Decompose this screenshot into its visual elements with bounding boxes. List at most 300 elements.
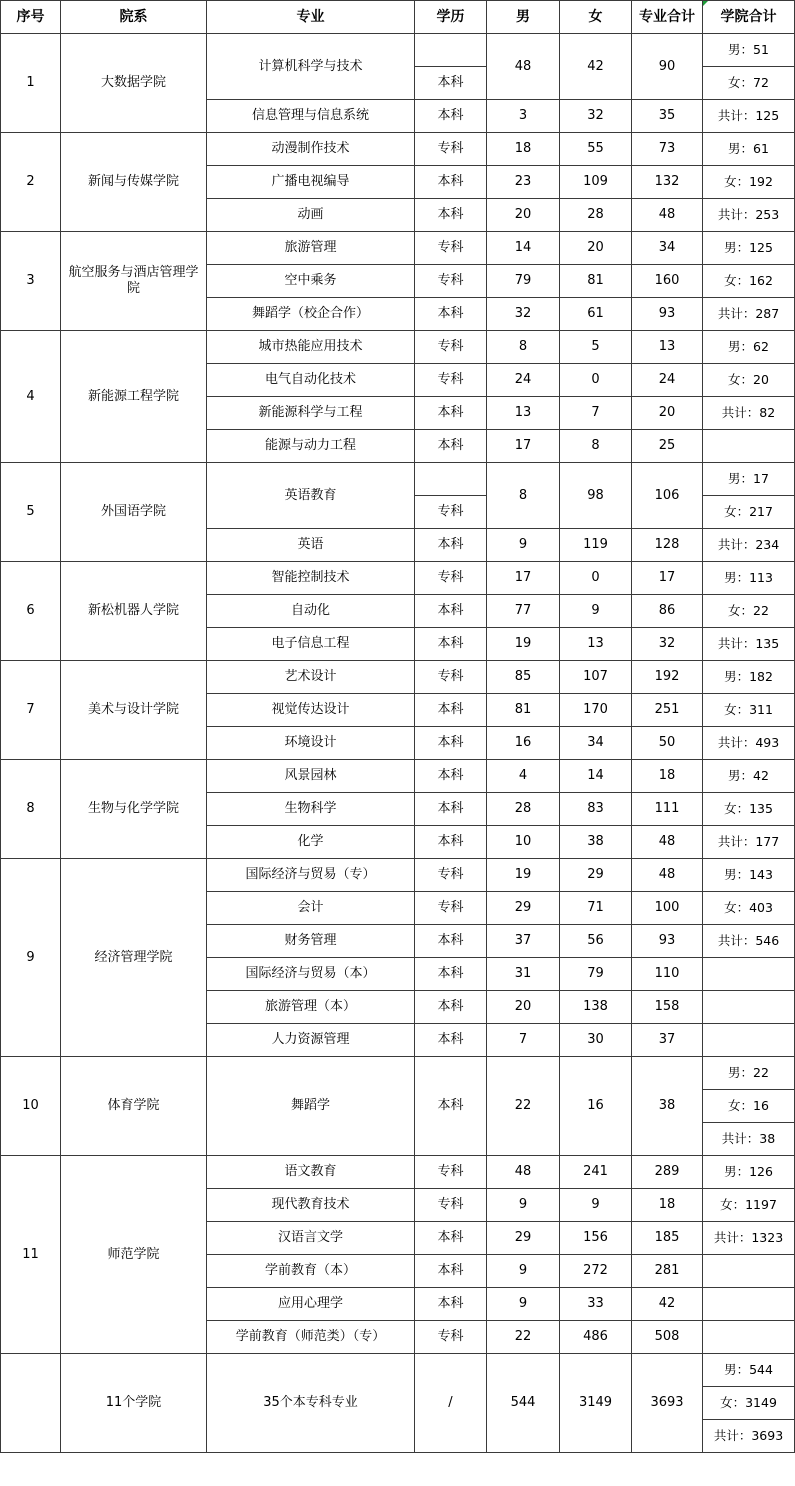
major-name: 旅游管理（本） (264, 999, 356, 1014)
major-total: 100 (654, 900, 680, 915)
major-total: 160 (654, 273, 680, 288)
major-total: 34 (658, 240, 676, 255)
grid-line (206, 429, 703, 430)
college-summary: 共计：287 (717, 306, 780, 321)
total-degree: / (448, 1395, 453, 1410)
grid-line (702, 693, 795, 694)
grid-line (702, 990, 795, 991)
college-name: 航空服务与酒店管理学院 (68, 265, 199, 296)
female-count: 56 (587, 933, 604, 948)
male-count: 28 (514, 801, 532, 816)
grid-line (702, 165, 795, 166)
college-summary: 女：16 (728, 1098, 769, 1113)
major-name: 空中乘务 (284, 273, 337, 288)
female-count: 28 (587, 207, 604, 222)
grid-line (206, 0, 207, 1453)
grid-line (206, 1320, 703, 1321)
male-count: 19 (514, 867, 532, 882)
grid-line (414, 66, 487, 67)
degree: 本科 (437, 1098, 464, 1113)
female-count: 98 (587, 487, 604, 503)
major-name: 电气自动化技术 (264, 372, 356, 387)
grid-line (702, 1023, 795, 1024)
college-summary: 共计：234 (717, 537, 780, 552)
grid-line (206, 528, 703, 529)
male-count: 22 (514, 1329, 532, 1344)
female-count: 55 (587, 141, 604, 156)
college-summary: 女：217 (724, 504, 773, 519)
grid-line (702, 297, 795, 298)
major-total: 48 (658, 834, 676, 849)
degree: 专科 (437, 1329, 464, 1344)
college-index: 8 (26, 801, 35, 816)
major-total: 32 (658, 636, 676, 651)
degree: 本科 (437, 834, 464, 849)
major-total: 38 (658, 1098, 676, 1113)
grid-line (702, 528, 795, 529)
male-count: 4 (518, 768, 528, 783)
college-summary: 共计：493 (717, 735, 780, 750)
female-count: 79 (587, 966, 604, 981)
major-name: 化学 (297, 834, 324, 849)
major-name: 人力资源管理 (271, 1032, 350, 1047)
female-count: 0 (591, 570, 600, 585)
major-name: 动画 (297, 207, 324, 222)
college-summary: 男：42 (728, 768, 769, 783)
major-total: 37 (658, 1032, 676, 1047)
grid-line (0, 1353, 795, 1354)
degree: 本科 (437, 207, 464, 222)
major-total: 50 (658, 735, 676, 750)
degree: 本科 (437, 405, 464, 420)
degree: 本科 (437, 735, 464, 750)
female-count: 272 (583, 1263, 608, 1278)
grid-line (206, 693, 703, 694)
grid-line (0, 0, 795, 1)
major-name: 现代教育技术 (271, 1197, 350, 1212)
male-count: 29 (514, 900, 532, 915)
grid-line (206, 825, 703, 826)
major-name: 语文教育 (284, 1164, 337, 1179)
male-count: 19 (514, 636, 532, 651)
college-summary: 女：311 (724, 702, 773, 717)
major-name: 信息管理与信息系统 (251, 108, 369, 123)
college-summary: 女：1197 (720, 1197, 777, 1212)
grid-line (702, 726, 795, 727)
major-total: 93 (658, 933, 676, 948)
college-index: 1 (26, 75, 35, 90)
degree: 本科 (437, 1263, 464, 1278)
grid-line (206, 957, 703, 958)
major-name: 计算机科学与技术 (258, 58, 363, 74)
grid-line (206, 396, 703, 397)
major-total: 17 (658, 570, 676, 585)
total-colleges: 11个学院 (105, 1395, 162, 1410)
total-summary: 男：544 (724, 1362, 773, 1377)
college-summary: 女：135 (724, 801, 773, 816)
college-summary: 女：20 (728, 372, 769, 387)
college-index: 10 (22, 1098, 39, 1113)
grid-line (702, 825, 795, 826)
major-header: 专业 (296, 9, 325, 25)
degree: 本科 (437, 75, 464, 90)
male-count: 9 (518, 537, 528, 552)
male-count: 9 (518, 1263, 528, 1278)
major-total: 73 (658, 141, 676, 156)
male-count: 77 (514, 603, 532, 618)
degree: 本科 (437, 174, 464, 189)
grand-total: 3693 (650, 1395, 684, 1410)
degree: 专科 (437, 570, 464, 585)
major-total: 35 (658, 108, 676, 123)
college-summary: 男：126 (724, 1164, 773, 1179)
male-count: 81 (514, 702, 532, 717)
female-count: 29 (587, 867, 604, 882)
grid-line (0, 462, 795, 463)
grid-line (702, 1287, 795, 1288)
grid-line (702, 1221, 795, 1222)
major-name: 舞蹈学（校企合作） (251, 306, 369, 321)
female-count: 109 (583, 174, 608, 189)
grid-line (702, 1254, 795, 1255)
college-name: 大数据学院 (100, 75, 166, 90)
major-name: 自动化 (290, 603, 330, 618)
college-name: 新能源工程学院 (87, 388, 179, 404)
grid-line (702, 1122, 795, 1123)
grid-line (0, 1155, 795, 1156)
female-count: 119 (583, 537, 608, 552)
major-name: 风景园林 (284, 768, 337, 783)
major-total-header: 专业合计 (639, 9, 695, 25)
grid-line (0, 759, 795, 760)
male-count: 17 (514, 570, 532, 585)
college-index: 5 (26, 504, 35, 519)
major-name: 艺术设计 (284, 669, 337, 684)
college-name: 美术与设计学院 (87, 702, 179, 717)
degree: 本科 (437, 933, 464, 948)
grid-line (60, 0, 61, 1453)
college-index: 3 (26, 273, 35, 288)
degree: 专科 (437, 141, 464, 156)
college-index: 2 (26, 174, 35, 189)
female-count: 7 (591, 405, 600, 420)
major-total: 24 (658, 372, 676, 387)
female-count: 20 (587, 240, 604, 255)
grid-line (0, 858, 795, 859)
major-total: 93 (658, 306, 676, 321)
college-summary: 男：61 (728, 141, 769, 156)
male-count: 8 (518, 339, 528, 354)
major-total: 86 (658, 603, 676, 618)
degree: 本科 (437, 1032, 464, 1047)
major-total: 110 (654, 966, 680, 981)
major-name: 英语 (297, 537, 324, 552)
grid-line (702, 891, 795, 892)
male-count: 10 (514, 834, 532, 849)
grid-line (702, 1386, 795, 1387)
female-count: 14 (587, 768, 604, 783)
degree: 本科 (437, 1296, 464, 1311)
female-count: 9 (591, 1197, 600, 1212)
major-total: 106 (654, 487, 680, 503)
grid-line (702, 363, 795, 364)
major-name: 电子信息工程 (271, 636, 350, 651)
grid-line (206, 990, 703, 991)
grid-line (206, 924, 703, 925)
grid-line (206, 165, 703, 166)
comment-marker (703, 1, 708, 6)
college-summary: 男：62 (728, 339, 769, 354)
degree: 本科 (437, 603, 464, 618)
major-name: 动漫制作技术 (271, 141, 350, 156)
degree: 本科 (437, 768, 464, 783)
male-count: 32 (514, 306, 532, 321)
grid-line (206, 594, 703, 595)
major-name: 财务管理 (284, 933, 337, 948)
male-count: 85 (514, 669, 532, 684)
total-female: 3149 (578, 1395, 613, 1410)
college-summary: 共计：38 (721, 1131, 776, 1146)
major-name: 国际经济与贸易（本） (245, 966, 376, 981)
college-summary: 男：22 (728, 1065, 769, 1080)
grid-line (0, 231, 795, 232)
college-total-header: 学院合计 (720, 9, 777, 25)
female-count: 42 (587, 58, 604, 74)
male-count: 7 (518, 1032, 528, 1047)
female-count: 83 (587, 801, 604, 816)
grid-line (702, 1419, 795, 1420)
grid-line (631, 0, 632, 1453)
grid-line (702, 957, 795, 958)
degree: 专科 (437, 240, 464, 255)
college-summary: 共计：546 (717, 933, 780, 948)
female-count: 16 (587, 1098, 604, 1113)
degree-header: 学历 (436, 9, 465, 25)
female-count: 9 (591, 603, 600, 618)
major-total: 185 (654, 1230, 680, 1245)
grid-line (206, 1254, 703, 1255)
college-index: 4 (26, 388, 35, 404)
grid-line (414, 495, 487, 496)
grid-line (559, 0, 560, 1453)
degree: 本科 (437, 999, 464, 1014)
major-name: 视觉传达设计 (271, 702, 350, 717)
major-name: 会计 (297, 900, 324, 915)
college-summary: 共计：135 (717, 636, 780, 651)
college-name: 师范学院 (107, 1246, 160, 1262)
college-summary: 女：162 (724, 273, 773, 288)
college-name: 新闻与传媒学院 (87, 174, 179, 189)
degree: 本科 (437, 702, 464, 717)
major-name: 新能源科学与工程 (258, 405, 363, 420)
college-summary: 共计：177 (717, 834, 780, 849)
grid-line (702, 66, 795, 67)
female-count: 61 (587, 306, 604, 321)
college-index: 9 (26, 949, 35, 965)
college-name: 体育学院 (107, 1098, 160, 1113)
major-total: 132 (654, 174, 680, 189)
major-name: 舞蹈学 (290, 1098, 330, 1113)
degree: 本科 (437, 1230, 464, 1245)
degree: 本科 (437, 801, 464, 816)
college-summary: 共计：253 (717, 207, 780, 222)
grid-line (0, 0, 1, 1453)
major-total: 20 (658, 405, 676, 420)
male-count: 48 (514, 58, 532, 74)
grid-line (0, 561, 795, 562)
major-total: 18 (658, 768, 676, 783)
female-count: 33 (587, 1296, 604, 1311)
college-index: 6 (26, 603, 35, 618)
grid-line (206, 99, 703, 100)
female-count: 71 (587, 900, 604, 915)
degree: 专科 (437, 372, 464, 387)
female-count: 8 (591, 438, 600, 453)
grid-line (702, 594, 795, 595)
male-header: 男 (516, 9, 530, 25)
major-total: 48 (658, 867, 676, 882)
grid-line (702, 924, 795, 925)
male-count: 16 (514, 735, 532, 750)
female-count: 13 (587, 636, 604, 651)
grid-line (702, 0, 703, 1453)
female-count: 34 (587, 735, 604, 750)
grid-line (702, 429, 795, 430)
degree: 本科 (437, 966, 464, 981)
female-count: 30 (587, 1032, 604, 1047)
college-summary: 男：17 (728, 471, 769, 486)
grid-line (0, 330, 795, 331)
major-total: 25 (658, 438, 676, 453)
grid-line (206, 198, 703, 199)
college-summary: 共计：82 (721, 405, 776, 420)
male-count: 23 (514, 174, 532, 189)
major-name: 应用心理学 (277, 1296, 343, 1311)
college-index: 11 (22, 1246, 39, 1262)
major-total: 111 (654, 801, 680, 816)
major-name: 环境设计 (284, 735, 337, 750)
male-count: 31 (514, 966, 532, 981)
grid-line (0, 33, 795, 34)
female-count: 241 (583, 1164, 608, 1179)
male-count: 79 (514, 273, 532, 288)
college-summary: 女：72 (728, 75, 769, 90)
grid-line (702, 495, 795, 496)
major-name: 广播电视编导 (271, 174, 350, 189)
grid-line (414, 0, 415, 1453)
major-total: 281 (654, 1263, 680, 1278)
female-count: 107 (583, 669, 608, 684)
college-name: 新松机器人学院 (87, 603, 179, 618)
grid-line (0, 1452, 795, 1453)
degree: 本科 (437, 438, 464, 453)
grid-line (702, 264, 795, 265)
major-total: 18 (658, 1197, 676, 1212)
major-name: 汉语言文学 (277, 1230, 343, 1245)
total-index (1, 1354, 60, 1452)
male-count: 48 (514, 1164, 532, 1179)
male-count: 17 (514, 438, 532, 453)
male-count: 24 (514, 372, 532, 387)
grid-line (702, 396, 795, 397)
college-name: 经济管理学院 (94, 949, 173, 965)
grid-line (206, 264, 703, 265)
degree: 专科 (437, 273, 464, 288)
major-name: 学前教育（师范类）（专） (235, 1329, 386, 1344)
major-name: 城市热能应用技术 (258, 339, 363, 354)
college-index: 7 (26, 702, 35, 717)
grid-line (206, 1221, 703, 1222)
grid-line (0, 1056, 795, 1057)
college-name: 生物与化学学院 (87, 801, 179, 816)
female-count: 81 (587, 273, 604, 288)
grid-line (206, 891, 703, 892)
grid-line (206, 726, 703, 727)
college-summary: 男：51 (728, 42, 769, 57)
grid-line (702, 99, 795, 100)
male-count: 9 (518, 1197, 528, 1212)
major-name: 能源与动力工程 (264, 438, 356, 453)
major-total: 90 (658, 58, 676, 74)
college-summary: 女：22 (728, 603, 769, 618)
male-count: 18 (514, 141, 532, 156)
grid-line (206, 363, 703, 364)
degree: 专科 (437, 900, 464, 915)
male-count: 37 (514, 933, 532, 948)
grid-line (206, 1287, 703, 1288)
major-total: 508 (654, 1329, 680, 1344)
female-count: 5 (591, 339, 600, 354)
major-name: 旅游管理 (284, 240, 337, 255)
grid-line (702, 1188, 795, 1189)
college-summary: 男：143 (724, 867, 773, 882)
major-total: 289 (654, 1164, 680, 1179)
male-count: 13 (514, 405, 532, 420)
degree: 专科 (437, 669, 464, 684)
degree: 本科 (437, 306, 464, 321)
grid-line (486, 0, 487, 1453)
college-summary: 男：125 (724, 240, 773, 255)
total-majors: 35个本专科专业 (263, 1395, 358, 1410)
major-name: 智能控制技术 (271, 570, 350, 585)
college-name: 外国语学院 (100, 504, 166, 519)
college-summary: 男：113 (724, 570, 773, 585)
grid-line (702, 792, 795, 793)
female-count: 486 (583, 1329, 608, 1344)
male-count: 29 (514, 1230, 532, 1245)
male-count: 22 (514, 1098, 532, 1113)
grid-line (206, 1188, 703, 1189)
college-summary: 共计：125 (717, 108, 780, 123)
major-name: 英语教育 (284, 487, 337, 503)
female-count: 170 (583, 702, 608, 717)
male-count: 20 (514, 207, 532, 222)
grid-line (0, 660, 795, 661)
male-count: 14 (514, 240, 532, 255)
total-male: 544 (510, 1395, 536, 1410)
grid-line (702, 198, 795, 199)
degree: 本科 (437, 108, 464, 123)
female-count: 156 (583, 1230, 608, 1245)
major-total: 13 (658, 339, 676, 354)
total-summary: 女：3149 (720, 1395, 777, 1410)
degree: 专科 (437, 504, 464, 519)
degree: 专科 (437, 339, 464, 354)
male-count: 3 (518, 108, 528, 123)
female-count: 138 (583, 999, 608, 1014)
grid-line (702, 627, 795, 628)
female-count: 38 (587, 834, 604, 849)
